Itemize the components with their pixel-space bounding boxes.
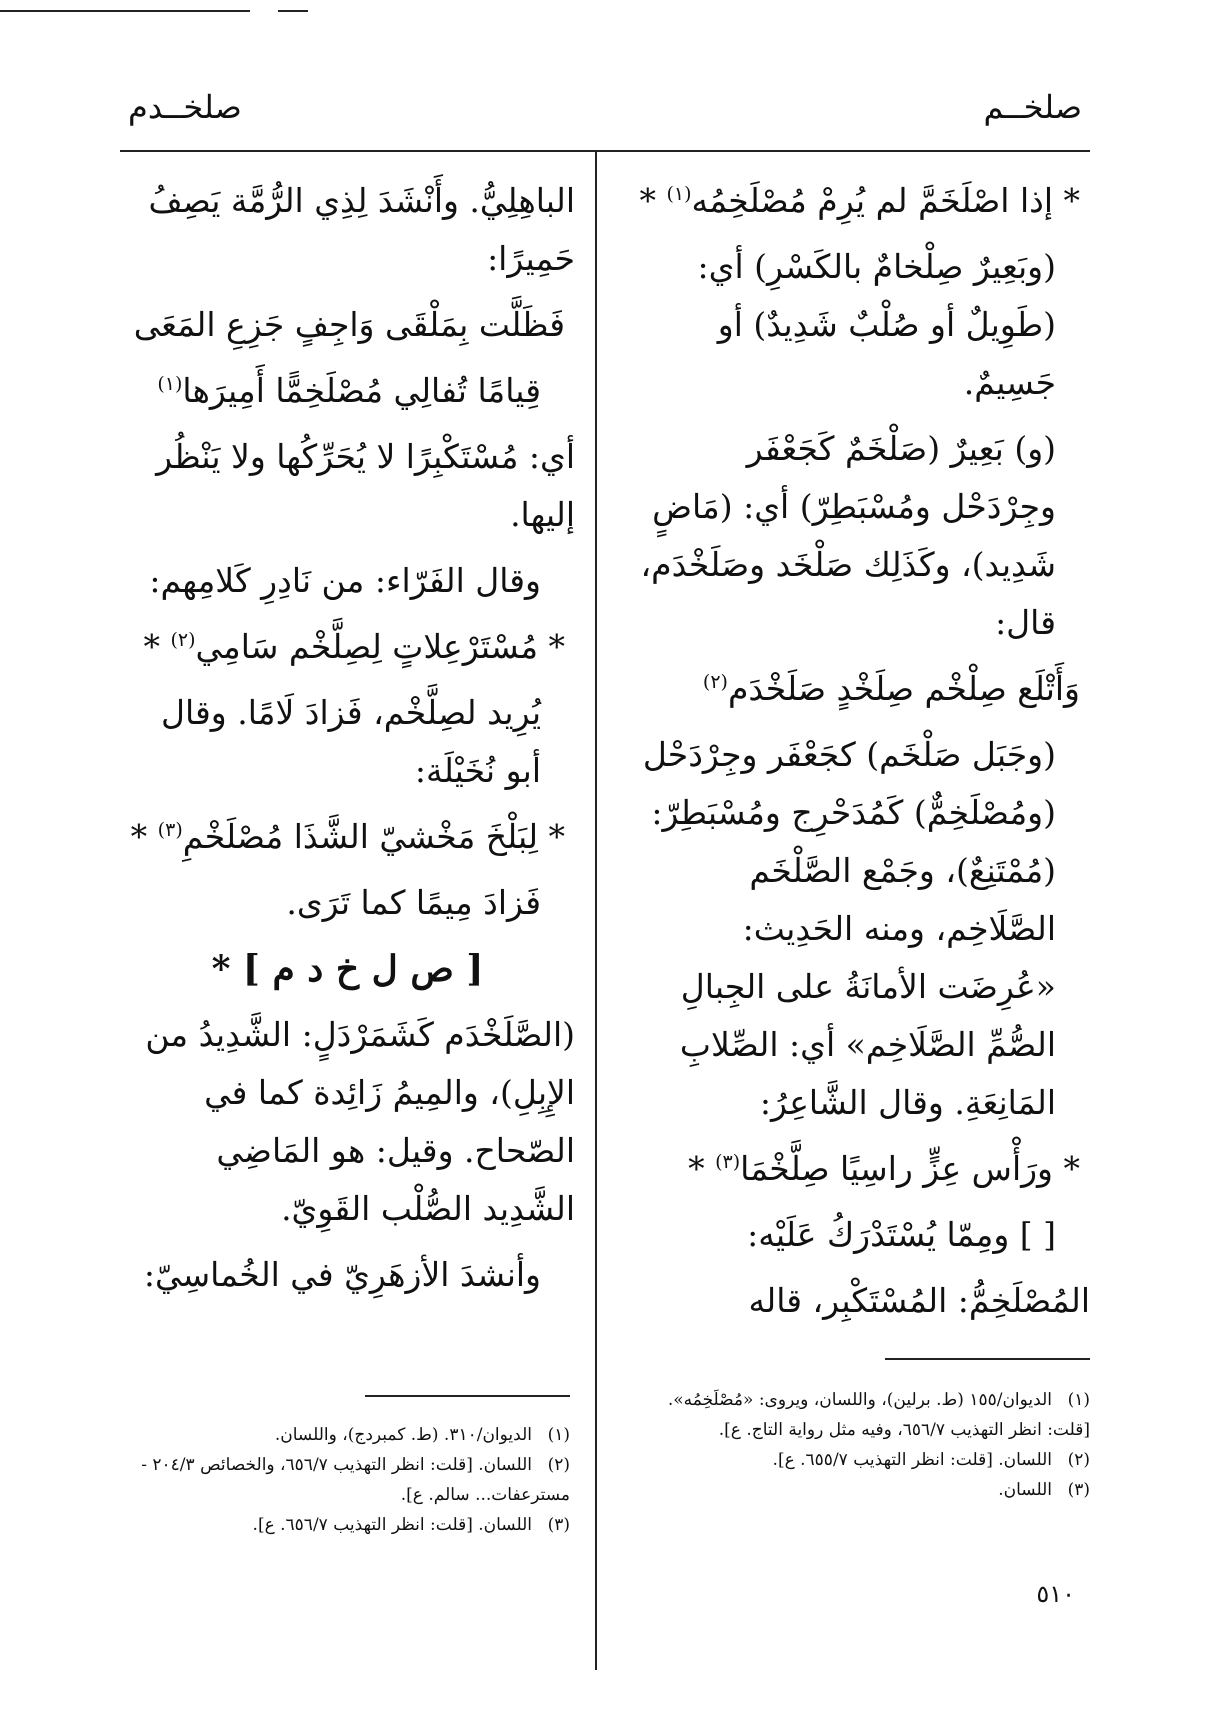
footnote: (١)الديوان/٣١٠. (ط. كمبردج)، واللسان. [274,1425,570,1445]
paragraph: الباهِلِيُّ. وأَنْشَدَ لِذِي الرُّمَّة يَصِفُ حَمِيرًا: [148,181,575,278]
verse-line: * مُسْتَرْعِلاتٍ لِصِلَّخْم سَامِي$^{(٢)}$ * [143,627,565,666]
paragraph: (و) بَعِيرٌ (صَلْخَمٌ كَجَعْفَر وجِرْدَحْل ومُسْبَطِرّ) أي: (مَاضٍ شَدِيد)، وكَذَلِك صَلْخَد وصَلَخْدَم، قال: [640,429,1056,642]
verse-line: وَأَتْلَع صِلْخْم صِلَخْدٍ صَلَخْدَم$^{(٢)}$ [702,669,1080,708]
verse-line: * ورَأْس عِزٍّ راسِيًا صِلَّخْمَا$^{(٣)}$ * [688,1149,1080,1188]
paragraph: يُرِيد لصِلَّخْم، فَزادَ لَامًا. وقال أبو نُخَيْلَة: [161,693,541,790]
top-rule [0,10,250,12]
footnote: (١)الديوان/١٥٥ (ط. برلين)، واللسان، ويروى: «مُصْلَخِمُه». [قلت: انظر التهذيب ٦٥٦/٧، وفيه مثل رواية التاج. ع]. [667,1390,1090,1440]
running-header-left: صلخــدم [128,88,242,126]
footnote-ref: (٢) [170,629,196,651]
verse-line: قِيامًا تُفالِي مُصْلَخِمًّا أَمِيرَها$^{(١)}$ [157,371,541,410]
paragraph: وأنشدَ الأزهَرِيّ في الخُماسِيّ: [143,1255,541,1294]
paragraph: * إذا اصْلَخَمَّ لم يُرِمْ مُصْلَخِمُه$^{(١)}$ * [639,181,1080,220]
footnote-ref: (٣) [715,1151,741,1173]
verse-line: فَظَلَّت بِمَلْقَى وَاجِفٍ جَزِعِ المَعَى [133,305,565,344]
footnote-rule-left [365,1395,570,1397]
top-rule-short [278,10,308,12]
footnote: (٢)اللسان. [قلت: انظر التهذيب ٦٥٦/٧، والخصائص ٢٠٤/٣ - مسترعفات... سالم. ع]. [141,1455,570,1505]
footnote: (٣)اللسان. [998,1480,1090,1500]
footnotes-right [630,1385,1090,1505]
paragraph: (وبَعِيرٌ صِلْخامٌ بالكَسْرِ) أي: (طَوِيلٌ أو صُلْبٌ شَدِيدٌ) أو جَسِيمٌ. [697,247,1056,402]
page-number: ٥١٠ [1036,1580,1075,1608]
paragraph: أي: مُسْتَكْبِرًا لا يُحَرِّكُها ولا يَنْظُر إليها. [156,437,575,534]
footnote-ref: (٣) [157,819,183,841]
left-column [120,172,575,1312]
verse-line: * لِبَلْخَ مَخْشيّ الشَّذَا مُصْلَخْمِ$^{(٣)}$ * [130,817,565,856]
paragraph: [ ] ومِمّا يُسْتَدْرَكُ عَلَيْه: [747,1215,1056,1254]
right-column [630,172,1090,1338]
paragraph: المُصْلَخِمُّ: المُسْتَكْبِر، قاله [748,1281,1090,1320]
paragraph: (الصَّلَخْدَم كَشَمَرْدَلٍ: الشَّدِيدُ من الإِبِلِ)، والمِيمُ زَائِدة كما في الصّحاح. وقيل: هو المَاضِي الشَّدِيد الصُّلْب القَوِيّ. [145,1015,575,1228]
column-divider [595,152,597,1670]
entry-heading: [ ص ل خ د م ] * [211,948,484,990]
footnotes-left [120,1420,570,1540]
running-header-right: صلخــم [983,88,1082,126]
paragraph: فَزادَ مِيمًا كما تَرَى. [286,883,541,922]
footnote: (٣)اللسان. [قلت: انظر التهذيب ٦٥٦/٧. ع]. [252,1515,570,1535]
paragraph: (وجَبَل صَلْخَم) كجَعْفَر وجِرْدَحْل (ومُصْلَخِمٌّ) كَمُدَحْرِج ومُسْبَطِرّ: (مُمْتَنِعٌ)، وجَمْع الصَّلْخَم الصَّلَاخِم، ومنه الحَدِيث: «عُرِضَت الأمانَةُ على الجِبالِ الصُّمِّ الصَّلَاخِم» أي: الصِّلابِ المَانِعَةِ. وقال الشَّاعِرُ: [642,735,1056,1122]
footnote: (٢)اللسان. [قلت: انظر التهذيب ٦٥٥/٧. ع]. [772,1450,1090,1470]
footnote-rule-right [885,1358,1090,1360]
header-rule [120,150,1090,152]
footnote-ref: (١) [666,183,692,205]
footnote-ref: (٢) [702,671,728,693]
paragraph: وقال الفَرّاء: من نَادِرِ كَلامِهم: [149,561,541,600]
footnote-ref: (١) [157,373,183,395]
